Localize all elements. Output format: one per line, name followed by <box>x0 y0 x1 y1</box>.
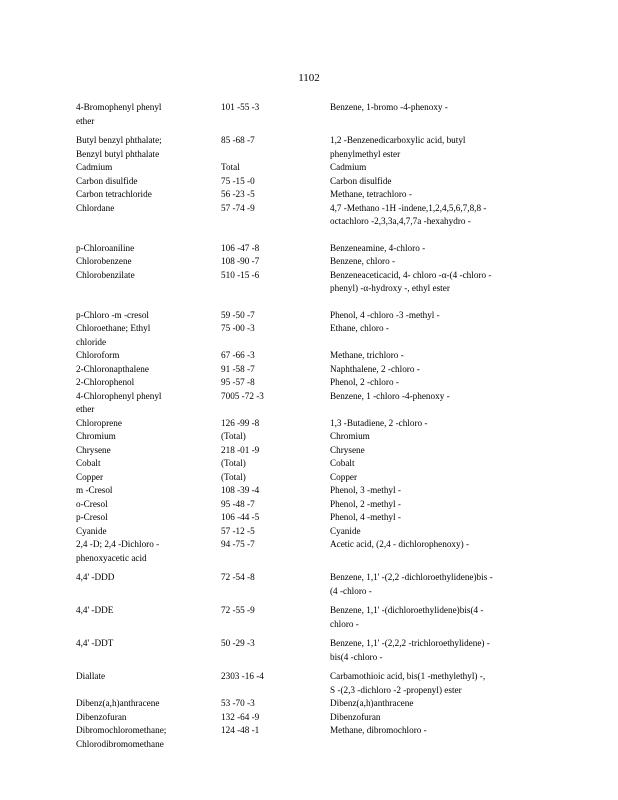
cas-number: 59 -50 -7 <box>221 309 255 320</box>
chemical-synonym: Benzene, 1-bromo -4-phenoxy - <box>330 102 448 112</box>
chemical-synonym: Phenol, 4 -chloro -3 -methyl - <box>330 309 440 320</box>
cas-number: 56 -23 -5 <box>221 189 255 199</box>
cas-number: 218 -01 -9 <box>221 444 260 455</box>
table-row <box>76 724 546 751</box>
cas-number: (Total) <box>221 431 246 441</box>
chemical-synonym: Phenol, 2 -chloro - <box>330 377 399 387</box>
chemical-name: o-Cresol <box>76 498 108 509</box>
cas-number: 106 -44 -5 <box>221 512 260 522</box>
table-row <box>76 202 546 229</box>
chemical-synonym: Carbamothioic acid, bis(1 -methylethyl) -, S -(2,3 -dichloro -2 -propenyl) ester <box>330 671 486 695</box>
chemical-name: p-Chloro -m -cresol <box>76 309 149 320</box>
table-row <box>76 538 546 565</box>
chemical-synonym: Cadmium <box>330 162 367 172</box>
chemical-name: p-Chloroaniline <box>76 242 135 253</box>
cas-number: 101 -55 -3 <box>221 102 260 112</box>
chemical-synonym: Phenol, 2 -methyl - <box>330 498 401 509</box>
cas-number: Total <box>221 162 240 172</box>
table-row <box>76 175 546 189</box>
cas-number: (Total) <box>221 471 246 482</box>
cas-number: 510 -15 -6 <box>221 269 260 280</box>
chemical-name: m -Cresol <box>76 485 113 495</box>
chemical-name: Chloroethane; Ethyl chloride <box>76 323 151 347</box>
cas-number: 75 -00 -3 <box>221 323 255 333</box>
chemical-synonym: Benzene, chloro - <box>330 256 396 266</box>
table-row <box>76 269 546 296</box>
cas-number: 72 -54 -8 <box>221 572 255 582</box>
table-row <box>76 101 546 128</box>
chemical-name: p-Cresol <box>76 512 108 522</box>
page-number: 1102 <box>298 72 320 84</box>
chemical-synonym: Phenol, 4 -methyl - <box>330 512 401 522</box>
cas-number: 2303 -16 -4 <box>221 671 264 681</box>
chemical-name: Cyanide <box>76 525 107 536</box>
cas-number: 132 -64 -9 <box>221 711 260 722</box>
table-row <box>76 322 546 349</box>
table-row <box>76 417 546 431</box>
chemical-synonym: 1,3 -Butadiene, 2 -chloro - <box>330 417 428 428</box>
chemical-name: Chromium <box>76 431 116 441</box>
chemical-table <box>76 101 546 751</box>
table-row <box>76 309 546 323</box>
chemical-name: Butyl benzyl phthalate; Benzyl butyl phthalate <box>76 135 162 159</box>
cas-number: 72 -55 -9 <box>221 605 255 615</box>
chemical-synonym: 1,2 -Benzenedicarboxylic acid, butyl phenylmethyl ester <box>330 135 466 159</box>
chemical-name: 2-Chloronapthalene <box>76 363 149 374</box>
cas-number: 108 -39 -4 <box>221 485 260 495</box>
chemical-name: 2,4 -D; 2,4 -Dichloro - phenoxyacetic acid <box>76 539 160 563</box>
cas-number: 57 -12 -5 <box>221 525 255 536</box>
chemical-synonym: Benzeneaceticacid, 4- chloro -α-(4 -chloro - phenyl) -α-hydroxy -, ethyl ester <box>330 269 492 293</box>
table-row <box>76 444 546 458</box>
chemical-name: Chrysene <box>76 444 111 455</box>
chemical-synonym: Phenol, 3 -methyl - <box>330 485 401 495</box>
table-row <box>76 711 546 725</box>
table-row <box>76 571 546 598</box>
chemical-synonym: Methane, trichloro - <box>330 350 404 360</box>
cas-number: 126 -99 -8 <box>221 417 260 428</box>
chemical-name: Dibromochloromethane; Chlorodibromomethane <box>76 725 167 749</box>
table-row <box>76 390 546 417</box>
table-row <box>76 376 546 390</box>
table-row <box>76 242 546 256</box>
cas-number: 124 -48 -1 <box>221 725 260 735</box>
table-row <box>76 255 546 269</box>
chemical-synonym: 4,7 -Methano -1H -indene,1,2,4,5,6,7,8,8 - octachloro -2,3,3a,4,7,7a -hexahydro - <box>330 202 487 226</box>
chemical-synonym: Dibenz(a,h)anthracene <box>330 698 414 708</box>
chemical-synonym: Methane, tetrachloro - <box>330 189 412 199</box>
cas-number: 50 -29 -3 <box>221 638 255 648</box>
chemical-synonym: Methane, dibromochloro - <box>330 725 427 735</box>
cas-number: 53 -70 -3 <box>221 698 255 708</box>
cas-number: 75 -15 -0 <box>221 175 255 186</box>
chemical-name: Carbon tetrachloride <box>76 189 152 199</box>
chemical-name: Cadmium <box>76 162 113 172</box>
chemical-name: Chloroform <box>76 350 120 360</box>
chemical-synonym: Chrysene <box>330 444 365 455</box>
table-row <box>76 697 546 711</box>
cas-number: 91 -58 -7 <box>221 363 255 374</box>
cas-number: 7005 -72 -3 <box>221 390 264 401</box>
chemical-name: Chloroprene <box>76 417 122 428</box>
cas-number: 106 -47 -8 <box>221 242 260 253</box>
chemical-synonym: Benzene, 1,1' -(2,2 -dichloroethylidene)bis - (4 -chloro - <box>330 572 493 596</box>
chemical-name: Dibenzofuran <box>76 711 127 722</box>
cas-number: 57 -74 -9 <box>221 202 255 213</box>
table-row <box>76 637 546 664</box>
chemical-name: 2-Chlorophenol <box>76 377 135 387</box>
chemical-name: 4,4' -DDD <box>76 572 115 582</box>
chemical-name: 4,4' -DDE <box>76 605 114 615</box>
chemical-synonym: Benzene, 1 -chloro -4-phenoxy - <box>330 390 450 401</box>
table-row <box>76 511 546 525</box>
chemical-name: Dibenz(a,h)anthracene <box>76 698 160 708</box>
chemical-synonym: Chromium <box>330 431 370 441</box>
table-row <box>76 161 546 175</box>
table-row <box>76 430 546 444</box>
chemical-synonym: Acetic acid, (2,4 - dichlorophenoxy) - <box>330 539 470 549</box>
table-row <box>76 484 546 498</box>
chemical-name: Copper <box>76 471 104 482</box>
chemical-synonym: Carbon disulfide <box>330 175 392 186</box>
chemical-name: Carbon disulfide <box>76 175 138 186</box>
chemical-name: Cobalt <box>76 458 101 468</box>
chemical-name: 4-Bromophenyl phenyl ether <box>76 102 162 126</box>
table-row <box>76 525 546 539</box>
chemical-name: Chlorobenzene <box>76 256 132 266</box>
cas-number: 95 -48 -7 <box>221 498 255 509</box>
table-row <box>76 457 546 471</box>
cas-number: (Total) <box>221 458 246 468</box>
table-row <box>76 134 546 161</box>
chemical-name: Chlorobenzilate <box>76 269 135 280</box>
chemical-synonym: Copper <box>330 471 358 482</box>
table-row <box>76 471 546 485</box>
cas-number: 108 -90 -7 <box>221 256 260 266</box>
table-row <box>76 363 546 377</box>
chemical-synonym: Dibenzofuran <box>330 711 381 722</box>
table-row <box>76 498 546 512</box>
chemical-synonym: Ethane, chloro - <box>330 323 389 333</box>
cas-number: 95 -57 -8 <box>221 377 255 387</box>
table-row <box>76 349 546 363</box>
chemical-name: Diallate <box>76 671 106 681</box>
chemical-name: Chlordane <box>76 202 115 213</box>
chemical-synonym: Benzene, 1,1' -(dichloroethylidene)bis(4 - chloro - <box>330 605 484 629</box>
cas-number: 94 -75 -7 <box>221 539 255 549</box>
chemical-synonym: Benzene, 1,1' -(2,2,2 -trichloroethylidene) - bis(4 -chloro - <box>330 638 490 662</box>
cas-number: 85 -68 -7 <box>221 135 255 145</box>
table-row <box>76 670 546 697</box>
chemical-name: 4-Chlorophenyl phenyl ether <box>76 390 162 414</box>
chemical-synonym: Cyanide <box>330 525 361 536</box>
table-row <box>76 604 546 631</box>
chemical-synonym: Benzeneamine, 4-chloro - <box>330 242 426 253</box>
chemical-synonym: Naphthalene, 2 -chloro - <box>330 363 420 374</box>
chemical-synonym: Cobalt <box>330 458 355 468</box>
table-row <box>76 188 546 202</box>
cas-number: 67 -66 -3 <box>221 350 255 360</box>
chemical-name: 4,4' -DDT <box>76 638 114 648</box>
